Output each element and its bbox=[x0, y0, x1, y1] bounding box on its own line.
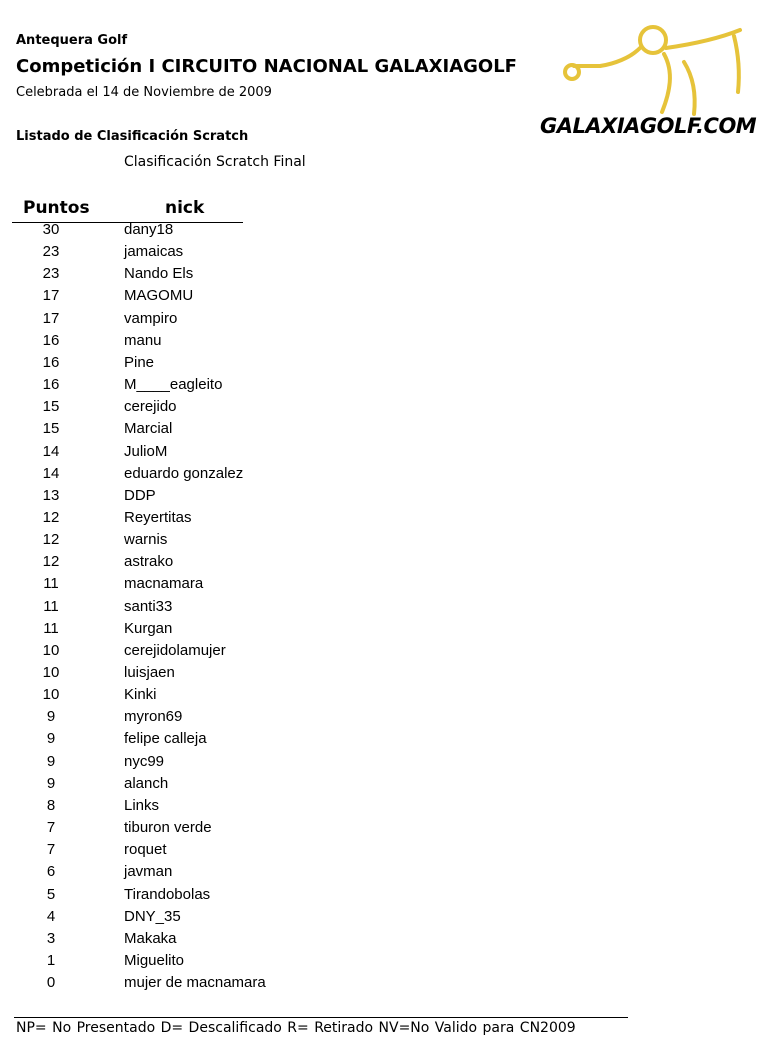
row-nick: vampiro bbox=[124, 309, 178, 327]
row-points: 30 bbox=[42, 221, 60, 238]
row-points: 15 bbox=[42, 420, 60, 438]
row-points: 10 bbox=[42, 664, 60, 681]
row-nick: DNY_35 bbox=[124, 907, 181, 925]
competition-date: Celebrada el 14 de Noviembre de 2009 bbox=[16, 85, 272, 100]
row-points: 17 bbox=[42, 309, 60, 327]
row-nick: Nando Els bbox=[124, 265, 194, 283]
row-points: 12 bbox=[42, 508, 60, 526]
row-nick: Reyertitas bbox=[124, 508, 192, 526]
row-nick: luisjaen bbox=[124, 664, 175, 681]
footer-divider bbox=[14, 1017, 628, 1018]
row-nick: cerejidolamujer bbox=[124, 641, 226, 659]
row-points: 16 bbox=[42, 331, 60, 349]
row-nick: macnamara bbox=[124, 575, 204, 593]
row-points: 16 bbox=[42, 353, 60, 371]
row-points: 9 bbox=[46, 752, 56, 770]
galaxiagolf-logo bbox=[534, 22, 780, 142]
row-nick: dany18 bbox=[124, 221, 174, 238]
row-nick: santi33 bbox=[124, 597, 173, 615]
row-nick: Makaka bbox=[124, 929, 177, 947]
competition-title: Competición I CIRCUITO NACIONAL GALAXIAGOLF bbox=[16, 56, 517, 77]
row-nick: javman bbox=[124, 863, 173, 881]
row-points: 5 bbox=[46, 885, 56, 903]
row-nick: cerejido bbox=[124, 398, 177, 416]
status-legend: NP= No Presentado D= Descalificado R= Retirado NV=No Valido para CN2009 bbox=[16, 1020, 576, 1036]
row-nick: felipe calleja bbox=[124, 730, 207, 748]
row-points: 3 bbox=[46, 929, 56, 947]
row-nick: JulioM bbox=[124, 442, 168, 460]
row-nick: tiburon verde bbox=[124, 819, 212, 837]
points-column-header: Puntos bbox=[23, 198, 90, 218]
venue-name: Antequera Golf bbox=[16, 33, 128, 48]
row-points: 15 bbox=[42, 398, 60, 416]
row-points: 14 bbox=[42, 442, 60, 460]
row-points: 1 bbox=[46, 951, 56, 969]
row-nick: manu bbox=[124, 331, 162, 349]
row-nick: eduardo gonzalez bbox=[124, 464, 244, 482]
row-points: 23 bbox=[42, 265, 60, 283]
logo-text: GALAXIAGOLF.COM bbox=[540, 114, 757, 138]
row-points: 12 bbox=[42, 553, 60, 571]
row-nick: astrako bbox=[124, 553, 174, 571]
row-nick: MAGOMU bbox=[124, 287, 194, 305]
row-points: 0 bbox=[46, 974, 56, 992]
row-nick: Miguelito bbox=[124, 951, 185, 969]
row-points: 16 bbox=[42, 376, 60, 394]
row-points: 17 bbox=[42, 287, 60, 305]
row-points: 23 bbox=[42, 243, 60, 261]
row-points: 9 bbox=[46, 708, 56, 726]
row-points: 13 bbox=[42, 486, 60, 504]
row-nick: DDP bbox=[124, 486, 156, 504]
golfer-icon bbox=[534, 22, 780, 117]
row-points: 11 bbox=[43, 575, 59, 593]
row-nick: nyc99 bbox=[124, 752, 165, 770]
row-nick: roquet bbox=[124, 841, 167, 859]
row-nick: Pine bbox=[124, 353, 155, 371]
row-points: 14 bbox=[42, 464, 60, 482]
row-points: 9 bbox=[46, 730, 56, 748]
row-points: 10 bbox=[42, 641, 60, 659]
nick-column-header: nick bbox=[165, 198, 205, 218]
row-points: 11 bbox=[43, 619, 59, 637]
row-points: 7 bbox=[46, 819, 56, 837]
row-nick: mujer de macnamara bbox=[124, 974, 266, 992]
row-nick: warnis bbox=[124, 531, 168, 549]
row-nick: alanch bbox=[124, 774, 169, 792]
row-points: 6 bbox=[46, 863, 56, 881]
row-points: 9 bbox=[46, 774, 56, 792]
row-nick: Tirandobolas bbox=[124, 885, 211, 903]
row-nick: M____eagleito bbox=[124, 376, 223, 394]
listing-title: Listado de Clasificación Scratch bbox=[16, 129, 249, 144]
row-nick: jamaicas bbox=[124, 243, 184, 261]
row-points: 10 bbox=[42, 686, 60, 704]
row-nick: Kurgan bbox=[124, 619, 173, 637]
row-points: 8 bbox=[46, 796, 56, 814]
row-nick: Marcial bbox=[124, 420, 173, 438]
row-points: 12 bbox=[42, 531, 60, 549]
classification-subtitle: Clasificación Scratch Final bbox=[124, 154, 306, 170]
row-points: 7 bbox=[46, 841, 56, 859]
row-points: 11 bbox=[43, 597, 59, 615]
row-nick: myron69 bbox=[124, 708, 183, 726]
row-nick: Links bbox=[124, 796, 160, 814]
row-points: 4 bbox=[46, 907, 56, 925]
row-nick: Kinki bbox=[124, 686, 157, 704]
